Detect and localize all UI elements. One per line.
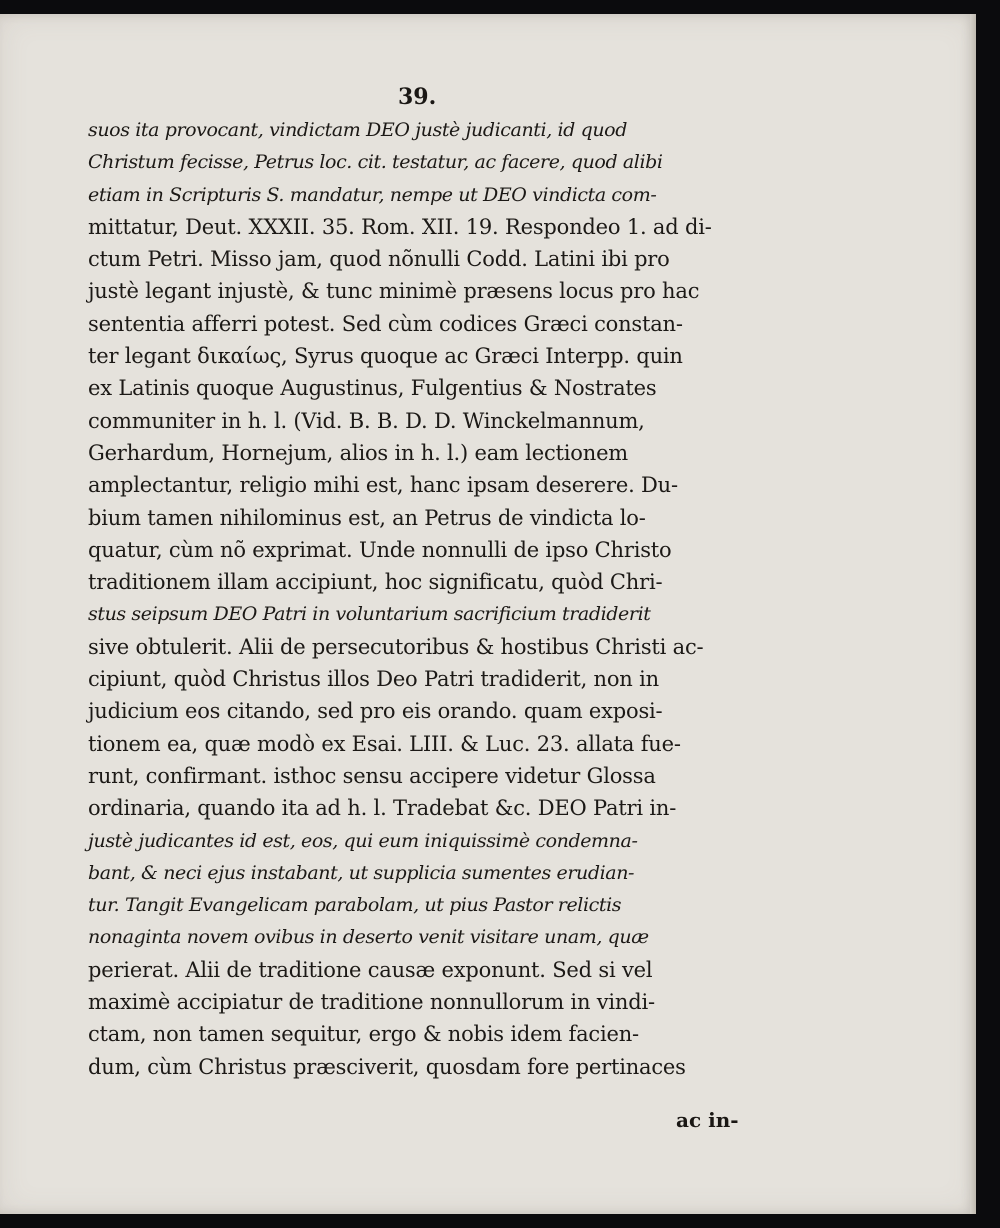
text-line: traditionem illam accipiunt, hoc significatu, quòd Chri-: [88, 570, 663, 595]
text-line: ex Latinis quoque Augustinus, Fulgentius & Nostrates: [88, 376, 657, 401]
text-line: ctum Petri. Misso jam, quod nõnulli Codd. Latini ibi pro: [88, 247, 670, 272]
text-line: ctam, non tamen sequitur, ergo & nobis idem facien-: [88, 1022, 639, 1047]
text-line: nonaginta novem ovibus in deserto venit visitare unam, quæ: [88, 926, 649, 949]
text-line: sive obtulerit. Alii de persecutoribus & hostibus Christi ac-: [88, 634, 704, 659]
text-line: Gerhardum, Hornejum, alios in h. l.) eam lectionem: [88, 440, 629, 465]
text-line: tionem ea, quæ modò ex Esai. LIII. & Luc. 23. allata fue-: [88, 731, 681, 756]
text-line: cipiunt, quòd Christus illos Deo Patri tradiderit, non in: [88, 667, 659, 692]
text-line: tur. Tangit Evangelicam parabolam, ut pius Pastor relictis: [88, 894, 622, 917]
body-text: [88, 114, 753, 1083]
text-line: etiam in Scripturis S. mandatur, nempe ut DEO vindicta com-: [88, 183, 657, 206]
text-line: suos ita provocant, vindictam DEO justè judicanti, id quod: [88, 119, 627, 141]
text-line: maximè accipiatur de traditione nonnullorum in vindi-: [88, 990, 655, 1015]
text-line: ter legant δικαίως, Syrus quoque ac Græci Interpp. quin: [88, 344, 683, 369]
page-number: 39.: [398, 84, 437, 110]
text-line: justè legant injustè, & tunc minimè præsens locus pro hac: [88, 279, 700, 304]
text-line: bant, & neci ejus instabant, ut supplicia sumentes erudian-: [88, 861, 635, 884]
page-edge: [970, 14, 976, 1214]
text-line: amplectantur, religio mihi est, hanc ipsam deserere. Du-: [88, 473, 678, 498]
text-line: justè judicantes id est, eos, qui eum iniquissimè condemna-: [88, 829, 638, 852]
text-line: stus seipsum DEO Patri in voluntarium sacrificium tradiderit: [88, 603, 651, 626]
book-page: [0, 14, 976, 1214]
text-line: perierat. Alii de traditione causæ exponunt. Sed si vel: [88, 957, 653, 982]
text-line: sententia afferri potest. Sed cùm codices Græci constan-: [88, 311, 683, 336]
text-line: bium tamen nihilominus est, an Petrus de vindicta lo-: [88, 505, 646, 530]
text-line: runt, confirmant. isthoc sensu accipere videtur Glossa: [88, 763, 656, 788]
text-line: quatur, cùm nõ exprimat. Unde nonnulli de ipso Christo: [88, 537, 672, 562]
text-line: judicium eos citando, sed pro eis orando. quam exposi-: [88, 699, 663, 724]
text-line: mittatur, Deut. XXXII. 35. Rom. XII. 19. Respondeo 1. ad di-: [88, 214, 712, 239]
text-line: Christum fecisse, Petrus loc. cit. testatur, ac facere, quod alibi: [88, 151, 663, 174]
catchword: ac in-: [676, 1108, 739, 1132]
text-line: dum, cùm Christus præsciverit, quosdam fore pertinaces: [88, 1054, 686, 1079]
text-line: ordinaria, quando ita ad h. l. Tradebat &c. DEO Patri in-: [88, 796, 677, 821]
text-line: communiter in h. l. (Vid. B. B. D. D. Winckelmannum,: [88, 408, 645, 433]
